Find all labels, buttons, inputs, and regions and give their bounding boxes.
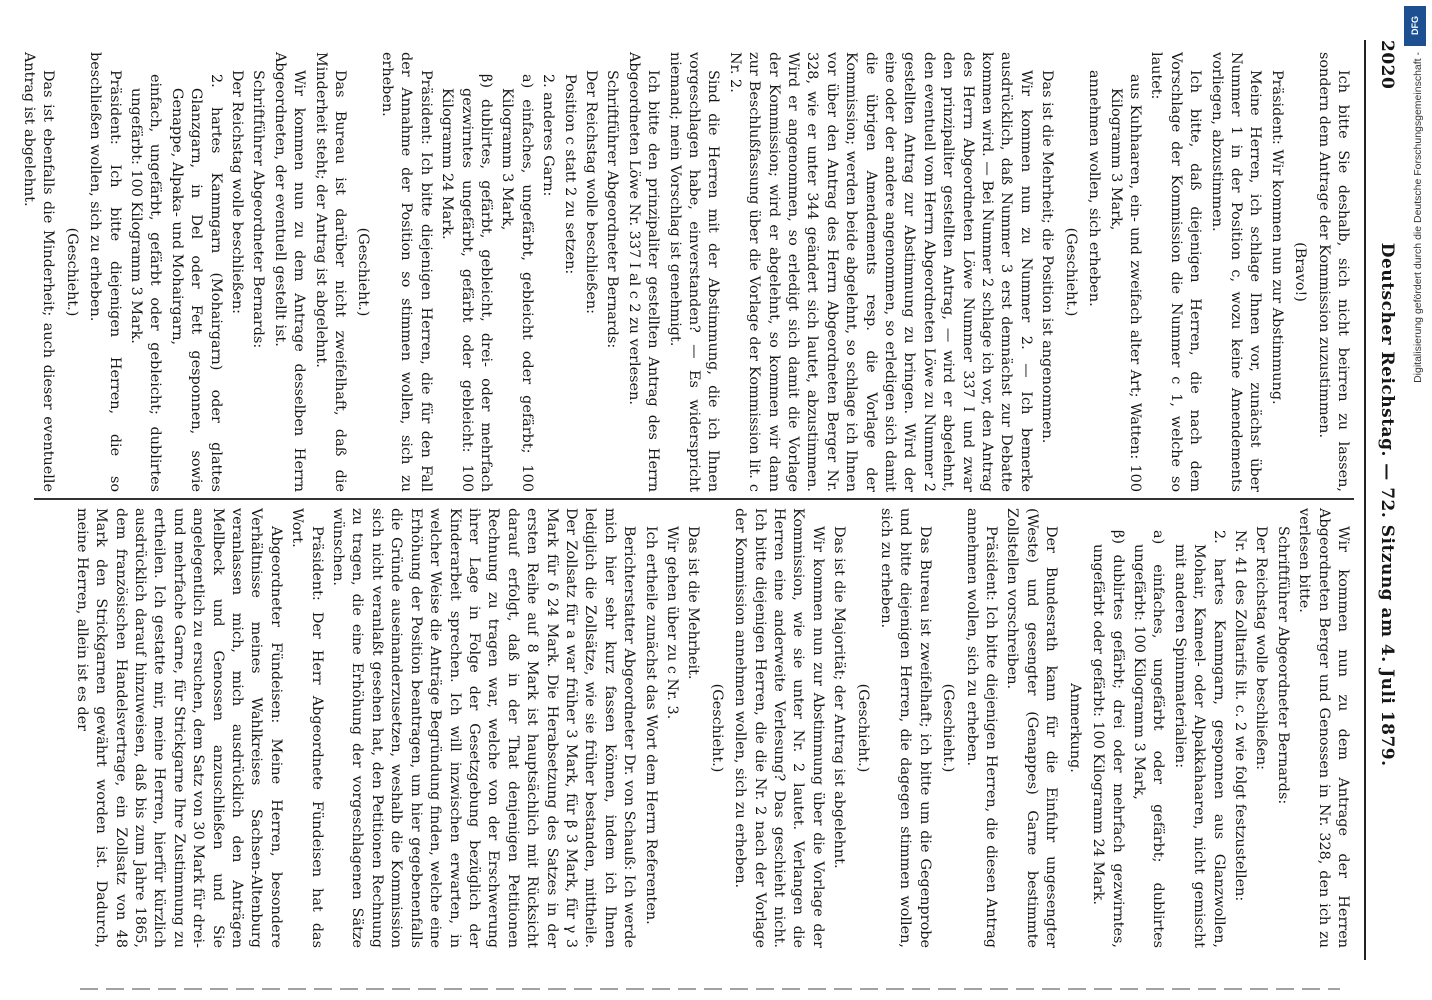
paragraph: einfach, ungefärbt, gefärbt oder gebleicht; dublirtes ungefärbt: 100 Kilogramm 3 Mark. [128,74,164,492]
paragraph: Ich bitte Sie deshalb, sich nicht beirren zu lassen, sondern dem Antrage der Kommission zuzustimmen. [1315,52,1351,492]
paragraph: Das ist ebenfalls die Minderheit; auch dieser eventuelle Antrag ist abgelehnt. [21,52,57,492]
paragraph: Schriftführer Abgeordneter Bernards: [604,70,621,349]
paragraph: 2. anderes Garn: [540,74,557,197]
paragraph: aus Kuhhaaren, ein- und zweifach alter Art; Watten: 100 Kilogramm 3 Mark, [1107,74,1143,492]
right-text-column [30,508,1352,948]
paragraph: annehmen wollen, sich erheben. [1086,70,1103,307]
paragraph: Präsident: Ich bitte diejenigen Herren, die so beschließen wollen, sich zu erheben. [87,52,123,492]
paragraph: (Geschieht.) [63,227,80,317]
paragraph: Position c statt 2 zu setzen: [561,74,578,275]
page-title: Deutscher Reichstag. — 72. Sitzung am 4. Juli 1879. [1377,242,1397,767]
paragraph: Das Bureau ist zweifelhaft; ich bitte um die Gegenprobe und bitte diejenigen Herren, die dagegen stimmen wollen, sich zu erheben. [878,508,933,948]
paragraph: Schriftführer Abgeordneter Bernards: [1274,526,1291,805]
paragraph: a) einfaches, ungefärbt, gebleicht oder gefärbt; 100 Kilogramm 3 Mark, [499,74,535,492]
paragraph: Wir gehen über zu c Nr. 3. [664,526,680,720]
paragraph: Ich bitte, daß diejenigen Herren, die nach dem Vorschlage der Kommission die Nummer c 1, welche so lautet: [1148,52,1204,492]
paragraph: (Geschieht.) [708,683,725,773]
paragraph: Präsident: Ich bitte diejenigen Herren, die für den Fall der Annahme der Position so stimmen wollen, sich zu erheben. [378,52,434,492]
paragraph: (Bravo!) [1292,242,1309,302]
page-number: 2020 [1377,40,1397,90]
paragraph: β) dublirtes gefärbt; drei oder mehrfach gezwirntes, ungefärbt oder gefärbt: 100 Kilogramm 24 Mark. [1090,530,1126,948]
paragraph: Der Bundesrath kann für die Einfuhr ungesengter (Weste) und gesengter (Genappes) Garne bestimmte Zollstellen vorschreiben. [1004,508,1060,948]
paragraph: (Geschieht.) [854,683,871,773]
paragraph: (Geschieht.) [355,227,372,317]
paragraph: Ich ertheile zunächst das Wort dem Herrn Referenten. [642,526,659,925]
paragraph: Präsident: Wir kommen nun zur Abstimmung. [1268,70,1285,405]
paragraph: Der Reichstag wolle beschließen: [229,70,246,315]
paragraph: Der Reichstag wolle beschließen: [1253,526,1270,771]
paragraph: Berichterstatter Abgeordneter Dr. von Schauß: Ich werde mich hier sehr kurz fassen können, indem ich Ihnen lediglich die Zollsätze, wie sie früher bestanden, mittheile. Der Zollsatz für a war früher 3 Mark, für β 3 Mark, für γ 3 Mark für δ 24 Mark. Die Herabsetzung des Satzes in der ersten Reihe auf 8 Mark ist hauptsächlich mit Rücksicht darauf erfolgt, daß in der That denjenigen Petitionen Rechnung zu tragen war, welche von der Erschwerung ihrer Lage in Folge der Gesetzgebung bezüglich der Kinderarbeit sprechen. Ich will inzwischen erwarten, in welcher Weise die Anträge Begründung finden, welche eine Erhöhung der Position beantragen, um hier gegebenenfalls die Gründe auseinanderzusetzen, weshalb die Kommission sich nicht veranlaßt gesehen hat, den Petitionen Rechnung zu tragen, die eine Erhöhung der vorgeschlagenen Sätze wünschen. [330,508,638,948]
scan-edge-dash [80,988,1340,990]
paragraph: Präsident: Ich bitte diejenigen Herren, die diesen Antrag annehmen wollen, sich zu erheben. [963,508,1000,948]
column-divider [34,498,1354,500]
paragraph: Abgeordneter Fündeisen: Meine Herren, besondere Verhältnisse meines Wahlkreises Sachsen-Altenburg veranlassen mich, mich ausdrücklich den Anträgen Mellbeck und Genossen anzuschließen und Sie angelegentlich zu ersuchen, dem Satz von 30 Mark für drei- und mehrfache Garne, für Strickgarne Ihre Zustimmung zu ertheilen. Ich gestatte mir, meine Herren, hierfür kürzlich ausdrücklich darauf hinzuweisen, daß bis zum Jahre 1865, dem französischen Handelsvertrage, ein Zollsatz von 48 Mark den Strickgarnen gewährt worden ist. Dadurch, meine Herren, allein ist es der [73,508,284,948]
paragraph: Wir kommen nun zu dem Antrage der Herren Abgeordneten Berger und Genossen in Nr. 328, den ich zu verlesen bitte. [1296,508,1351,948]
paragraph: (Geschieht.) [1062,227,1079,317]
dfg-credit-text: Digitalisierung gefördert durch die Deutsche Forschungsgemeinschaft - [1412,52,1424,383]
paragraph: Ich bitte den prinzipaliter gestellten Antrag des Herrn Abgeordneten Löwe Nr. 337 I al c 2 zu verlesen. [625,52,662,492]
paragraph: (Geschieht.) [940,683,957,773]
paragraph: 2. hartes Kammgarn, gesponnen aus Glanzwollen, Mohair, Kameel- oder Alpakkahaaren, nicht gemischt mit anderen Spinnmaterialien: [1171,530,1227,948]
paragraph: Das Bureau ist darüber nicht zweifelhaft, daß die Minderheit steht; der Antrag ist abgelehnt. [312,52,349,492]
paragraph: a) einfaches, ungefärbt oder gefärbt; dublirtes ungefärbt: 100 Kilogramm 3 Mark, [1130,530,1167,948]
paragraph: Meine Herren, ich schlage Ihnen vor, zunächst über Nummer 1 in der Position c, wozu keine Amendements vorliegen, abzustimmen. [1208,52,1264,492]
paragraph: Wir kommen nun zu Nummer 2. — Ich bemerke ausdrücklich, daß Nummer 3 erst demnächst zur Debatte kommen wird. — Bei Nummer 2 schlage ich vor, den Antrag des Herrn Abgeordneten Löwe Nummer 337 I und zwar den prinzipaliter gestellten Antrag, — wird er abgelehnt, den eventuell vom Herrn Abgeordneten Löwe zu Nummer 2 gestellten Antrag zur Abstimmung zu bringen. Wird der eine oder der andere angenommen, so erledigen sich damit die übrigen Amendements resp. die Vorlage der Kommission; werden beide abgelehnt, so schlage ich Ihnen vor über den Antrag des Herrn Abgeordneten Berger Nr. 328, wie er unter 344 geändert sich lautet, abzustimmen. Wird er angenommen, so erledigt sich damit die Vorlage der Kommission; wird er abgelehnt, so kommen wir dann zur Beschlußfassung über die Vorlage der Kommission lit. c Nr. 2. [726,52,1034,492]
header-rule [1364,40,1366,960]
paragraph: Der Reichstag wolle beschließen: [582,70,599,315]
dfg-credit-strip [1398,0,1432,1000]
paragraph: Nr. 41 des Zolltarifs lit. c. 2 wie folgt festzustellen: [1231,530,1248,902]
paragraph: Sind die Herren mit der Abstimmung, die ich Ihnen vorgeschlagen habe, einverstanden? — Es widerspricht niemand; mein Vorschlag ist genehmigt. [666,52,722,492]
dfg-logo: DFG [1404,6,1426,46]
paragraph: 2. hartes Kammgarn (Mohairgarn) oder glattes Glanzgarn, in Del oder Fett gesponnen, sowie Genappe, Alpaka- und Mohairgarn, [168,74,224,492]
left-text-column [21,52,1352,492]
paragraph: β) dublirtes, gefärbt, gebleicht, drei- oder mehrfach gezwirntes ungefärbt, gefärbt oder gebleicht: 100 Kilogramm 24 Mark. [439,74,494,492]
paragraph: Schriftführer Abgeordneter Bernards: [250,70,267,349]
paragraph: Das ist die Mehrheit. [685,526,702,680]
paragraph: Anmerkung. [1066,683,1083,773]
paragraph: Das ist die Mehrheit; die Position ist angenommen. [1039,70,1056,444]
paragraph: Wir kommen nun zu dem Antrage desselben Herrn Abgeordneten, der eventuell gestellt ist. [271,52,308,492]
paragraph: Präsident: Der Herr Abgeordnete Fündeisen hat das Wort. [289,508,325,948]
paragraph: Das ist die Majorität; der Antrag ist abgelehnt. [831,526,848,869]
paragraph: Wir kommen nun zur Abstimmung über die Vorlage der Kommission, wie sie unter Nr. 2 lautet. Verlangen die Herren eine anderweite Verlesung? Das geschieht nicht. Ich bitte diejenigen Herren, die die Nr. 2 nach der Vorlage der Kommission annehmen wollen, sich zu erheben. [732,508,826,948]
